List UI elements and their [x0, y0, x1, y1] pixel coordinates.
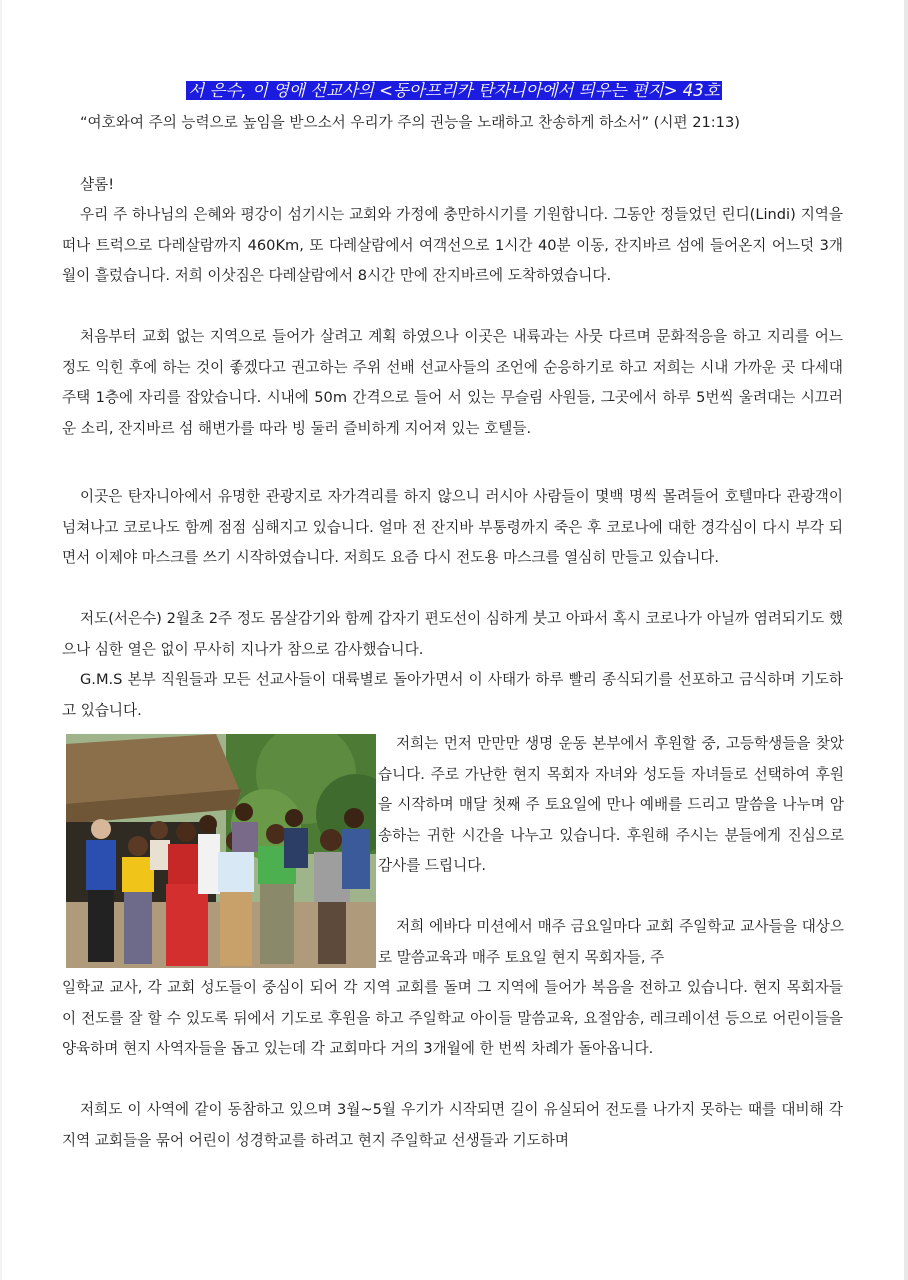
paragraph-7-part-2: 일학교 교사, 각 교회 성도들이 중심이 되어 각 지역 교회를 돌며 그 지역에 들어가 복음을 전하고 있습니다. 현지 목회자들이 전도를 잘 할 수 있도록 뒤에서 기도로 후원을 하고 주일학교 아이들 말씀교육, 요절암송, 레크레이션 등으로 어린이들을 양육하며 현지 사역자들을 돕고 있는데 각 교회마다 거의 3개월에 한 번씩 차례가 돌아옵니다. [62, 979, 843, 1057]
page-right-edge [904, 0, 908, 1280]
paragraph-7-part-1 [378, 912, 844, 973]
paragraph-7a-text: 저희 에바다 미션에서 매주 금요일마다 교회 주일학교 교사들을 대상으로 말씀교육과 매주 토요일 현지 목회자들, 주 [378, 918, 844, 966]
paragraph-6 [378, 729, 844, 882]
paragraph-1: 우리 주 하나님의 은혜와 평강이 섬기시는 교회와 가정에 충만하시기를 기원합니다. 그동안 정들었던 린디(Lindi) 지역을 떠나 트럭으로 다레살람까지 460Km, 또 다레살람에서 여객선으로 1시간 40분 이동, 잔지바르 섬에 들어온지 어느덧 3개월이 흘렀습니다. 저희 이삿짐은 다레살람에서 8시간 만에 잔지바르에 도착하였습니다. [62, 206, 844, 284]
paragraph-6-text: 저희는 먼저 만만만 생명 운동 본부에서 후원할 중, 고등학생들을 찾았습니다. 주로 가난한 현지 목회자 자녀와 성도들 자녀들로 선택하여 후원을 시작하며 매달 첫째 주 토요일에 만나 예배를 드리고 말씀을 나누며 암송하는 귀한 시간을 나누고 있습니다. 후원해 주시는 분들에게 진심으로 감사를 드립니다. [378, 735, 844, 874]
group-photo [66, 734, 376, 968]
letter-title-text: 서 은수, 이 영애 선교사의 <동아프리카 탄자니아에서 띄우는 편지> 43호 [188, 81, 720, 100]
paragraph-8: 저희도 이 사역에 같이 동참하고 있으며 3월~5월 우기가 시작되면 길이 유실되어 전도를 나가지 못하는 때를 대비해 각 지역 교회들을 묶어 어린이 성경학교를 하려고 현지 주일학교 선생들과 기도하며 [62, 1101, 843, 1149]
group-photo-image [66, 734, 376, 968]
page-left-edge [0, 0, 2, 1280]
bible-verse: “여호와여 주의 능력으로 높임을 받으소서 우리가 주의 권능을 노래하고 찬송하게 하소서” (시편 21:13) [80, 114, 740, 131]
paragraph-3: 이곳은 탄자니아에서 유명한 관광지로 자가격리를 하지 않으니 러시아 사람들이 몇백 명씩 몰려들어 호텔마다 관광객이 넘쳐나고 코로나도 함께 점점 심해지고 있습니다. 얼마 전 잔지바 부통령까지 죽은 후 코로나에 대한 경각심이 다시 부각 되면서 이제야 마스크를 쓰기 시작하였습니다. 저희도 요즘 다시 전도용 마스크를 열심히 만들고 있습니다. [62, 488, 843, 566]
letter-title [0, 80, 908, 102]
paragraph-5: G.M.S 본부 직원들과 모든 선교사들이 대륙별로 돌아가면서 이 사태가 하루 빨리 종식되기를 선포하고 금식하며 기도하고 있습니다. [62, 671, 843, 719]
greeting: 샬롬! [80, 176, 115, 193]
paragraph-2: 처음부터 교회 없는 지역으로 들어가 살려고 계획 하였으나 이곳은 내륙과는 사뭇 다르며 문화적응을 하고 지리를 어느 정도 익힌 후에 하는 것이 좋겠다고 권고하는 주위 선배 선교사들의 조언에 순응하기로 하고 저희는 시내 가까운 곳 다세대 주택 1층에 자리를 잡았습니다. 시내에 50m 간격으로 들어 서 있는 무슬림 사원들, 그곳에서 하루 5번씩 울려대는 시끄러운 소리, 잔지바르 섬 해변가를 따라 빙 둘러 즐비하게 지어져 있는 호텔들. [62, 328, 843, 437]
paragraph-4: 저도(서은수) 2월초 2주 정도 몸살감기와 함께 갑자기 편도선이 심하게 붓고 아파서 혹시 코로나가 아닐까 염려되기도 했으나 심한 열은 없이 무사히 지나가 참으로 감사했습니다. [62, 610, 843, 658]
